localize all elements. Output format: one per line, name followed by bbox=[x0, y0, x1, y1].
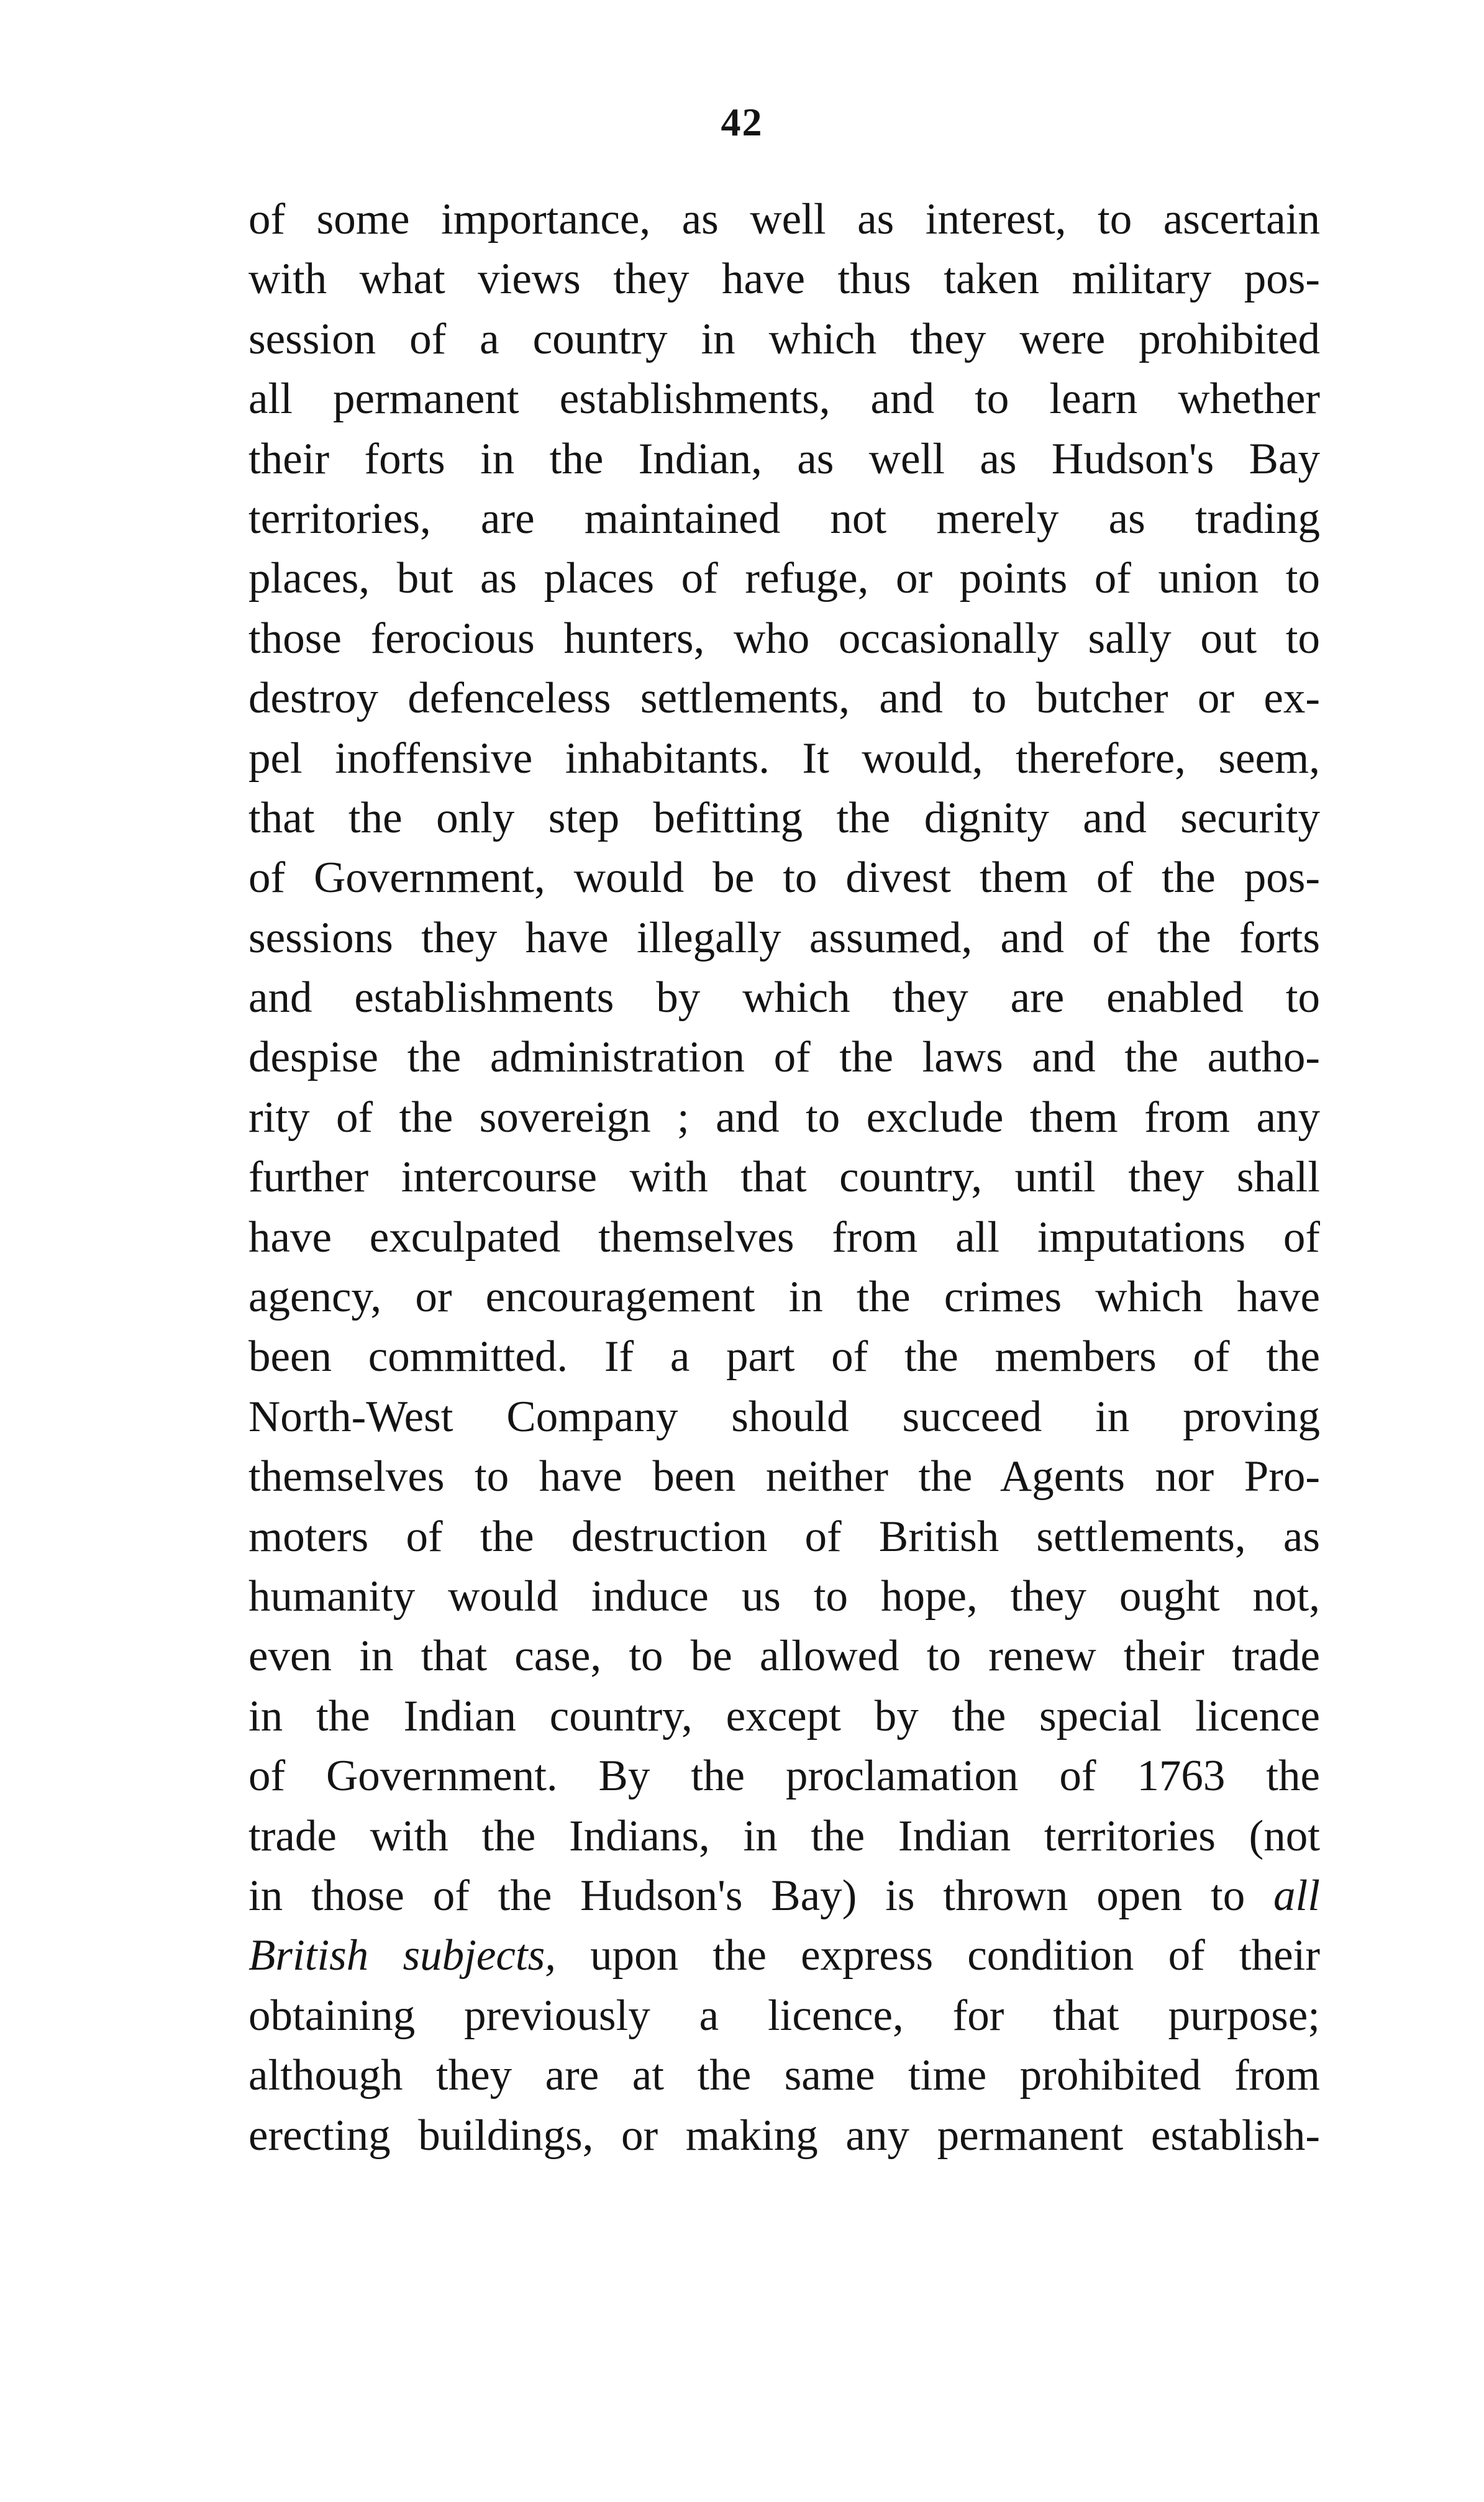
text-line: despise the administration of the laws and the autho- bbox=[248, 1033, 1320, 1082]
text-line: themselves to have been neither the Agents nor Pro- bbox=[248, 1452, 1320, 1501]
text-line: places, but as places of refuge, or points of union to bbox=[248, 554, 1320, 603]
text-line: trade with the Indians, in the Indian territories (not bbox=[248, 1811, 1320, 1860]
text-line: and establishments by which they are enabled to bbox=[248, 973, 1320, 1022]
text-line: of some importance, as well as interest, to ascertain bbox=[248, 195, 1320, 243]
text-line: further intercourse with that country, until they shall bbox=[248, 1153, 1320, 1202]
text-line: although they are at the same time prohibited from bbox=[248, 2051, 1320, 2100]
text-line: in the Indian country, except by the special licence bbox=[248, 1691, 1320, 1740]
italic-text: British subjects, bbox=[248, 1931, 556, 1980]
text-line: even in that case, to be allowed to renew their trade bbox=[248, 1632, 1320, 1681]
text-line: with what views they have thus taken military pos- bbox=[248, 255, 1320, 304]
text-line: humanity would induce us to hope, they ought not, bbox=[248, 1572, 1320, 1621]
text-run: upon the express condition of their bbox=[555, 1931, 1320, 1980]
text-line: been committed. If a part of the members of the bbox=[248, 1332, 1320, 1381]
text-line: their forts in the Indian, as well as Hudson's Bay bbox=[248, 434, 1320, 483]
text-line bbox=[248, 1866, 1320, 1926]
text-line: that the only step befitting the dignity and security bbox=[248, 793, 1320, 842]
page-number: 42 bbox=[721, 100, 763, 144]
text-line bbox=[248, 1926, 1320, 1985]
text-line: all permanent establishments, and to learn whether bbox=[248, 375, 1320, 424]
text-line: agency, or encouragement in the crimes which have bbox=[248, 1273, 1320, 1322]
text-line: rity of the sovereign ; and to exclude them from any bbox=[248, 1093, 1320, 1142]
text-line: pel inoffensive inhabitants. It would, therefore, seem, bbox=[248, 734, 1320, 783]
text-line: of Government, would be to divest them of the pos- bbox=[248, 853, 1320, 903]
text-line: have exculpated themselves from all imputations of bbox=[248, 1212, 1320, 1262]
text-line: territories, are maintained not merely as trading bbox=[248, 494, 1320, 543]
text-run: in those of the Hudson's Bay) is thrown open to bbox=[248, 1871, 1274, 1920]
text-line: obtaining previously a licence, for that purpose; bbox=[248, 1991, 1320, 2040]
text-line: destroy defenceless settlements, and to butcher or ex- bbox=[248, 674, 1320, 723]
italic-text: all bbox=[1273, 1871, 1320, 1920]
text-line: erecting buildings, or making any permanent establish- bbox=[248, 2111, 1320, 2160]
text-line: sessions they have illegally assumed, and of the forts bbox=[248, 913, 1320, 962]
text-line: moters of the destruction of British settlements, as bbox=[248, 1512, 1320, 1561]
body-text bbox=[248, 189, 1320, 2165]
text-line: North-West Company should succeed in proving bbox=[248, 1392, 1320, 1441]
text-line: of Government. By the proclamation of 1763 the bbox=[248, 1752, 1320, 1801]
text-line: session of a country in which they were prohibited bbox=[248, 314, 1320, 363]
text-line: those ferocious hunters, who occasionally sally out to bbox=[248, 614, 1320, 663]
